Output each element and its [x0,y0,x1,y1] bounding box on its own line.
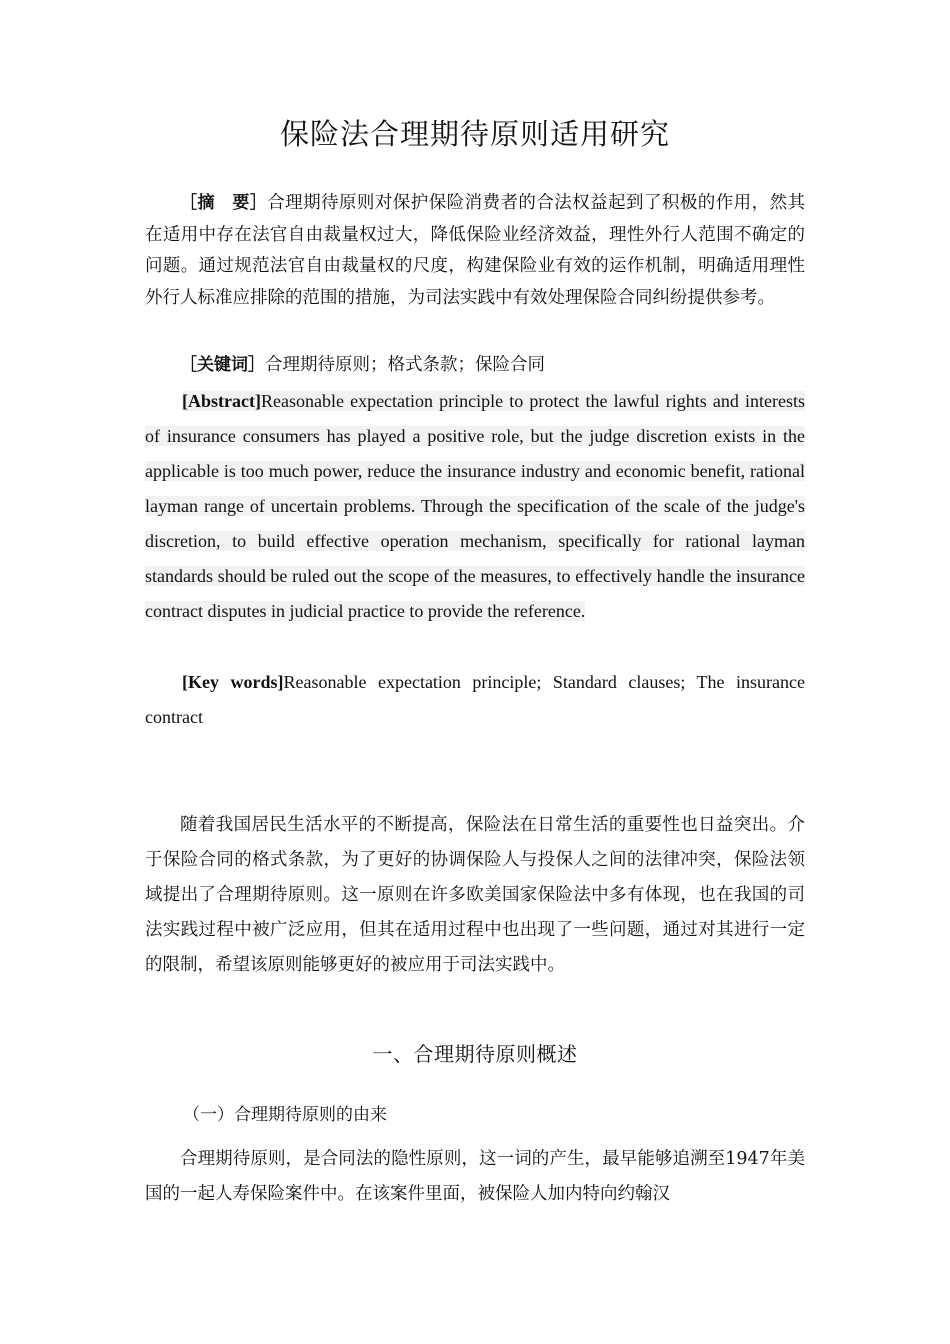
chinese-abstract [145,188,805,314]
section-heading: 一、合理期待原则概述 [372,1042,578,1066]
english-keywords-text: Reasonable expectation principle; Standard clauses; The insurance contract [145,672,806,727]
section-paragraph: 合理期待原则，是合同法的隐性原则，这一词的产生，最早能够追溯至1947年美国的一起人寿保险案件中。在该案件里面，被保险人加内特向约翰汉 [145,1149,805,1204]
english-keywords [145,665,805,735]
document-title: 保险法合理期待原则适用研究 [279,117,670,151]
english-keywords-label: [Key words] [182,672,284,692]
english-abstract-label: [Abstract] [182,391,261,411]
english-abstract-text: Reasonable expectation principle to protect the lawful rights and interests of insurance consumers has played a positive role, but the judge discretion exists in the applicable is too much power, reduce the insurance industry and economic benefit, rational layman range of uncertain problems. Through the specification of the scale of the judge's discretion, to build effective operation mechanism, specifically for rational layman standards should be ruled out the scope of the measures, to effectively handle the insurance contract disputes in judicial practice to provide the reference. [145,391,805,621]
english-abstract-highlight [145,391,805,621]
chinese-keywords [145,350,805,382]
keywords-text: 合理期待原则；格式条款；保险合同 [265,355,545,375]
english-abstract [145,384,805,629]
keywords-label: ［关键词］ [180,355,265,375]
abstract-text: 合理期待原则对保护保险消费者的合法权益起到了积极的作用，然其在适用中存在法官自由裁量权过大，降低保险业经济效益，理性外行人范围不确定的问题。通过规范法官自由裁量权的尺度，构建保险业有效的运作机制，明确适用理性外行人标准应排除的范围的措施，为司法实践中有效处理保险合同纠纷提供参考。 [145,193,806,308]
abstract-label: ［摘 要］ [180,193,268,213]
intro-paragraph: 随着我国居民生活水平的不断提高，保险法在日常生活的重要性也日益突出。介于保险合同的格式条款，为了更好的协调保险人与投保人之间的法律冲突，保险法领域提出了合理期待原则。这一原则在许多欧美国家保险法中多有体现，也在我国的司法实践过程中被广泛应用，但其在适用过程中也出现了一些问题，通过对其进行一定的限制，希望该原则能够更好的被应用于司法实践中。 [145,815,805,975]
subsection-heading: （一）合理期待原则的由来 [183,1105,387,1125]
